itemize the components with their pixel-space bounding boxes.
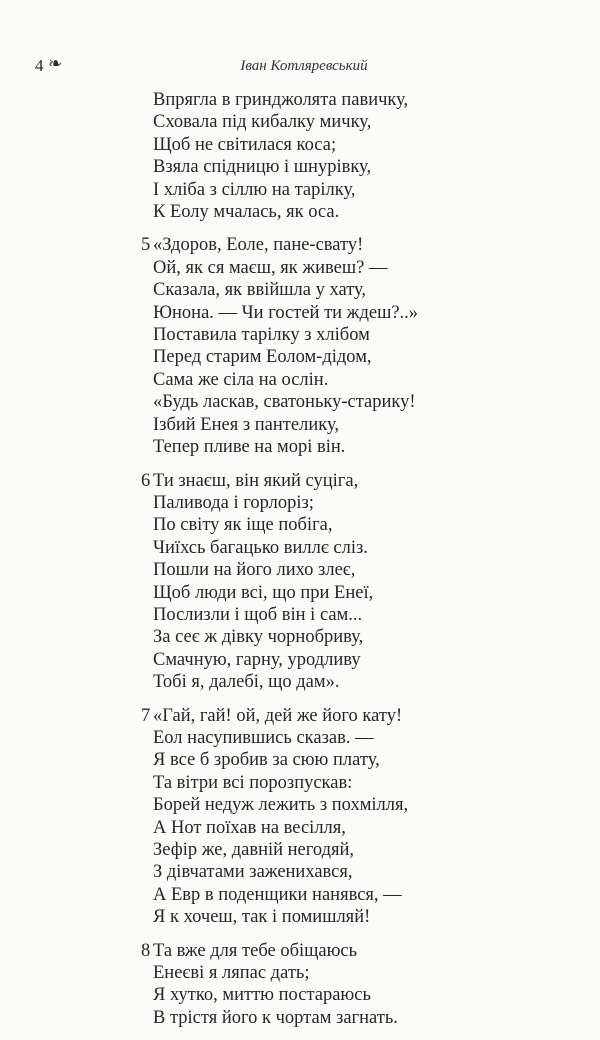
verse-line: Та вже для тебе обіщаюсь: [153, 940, 358, 961]
verse-line: А Нот поїхав на весілля,: [153, 817, 346, 838]
verse-line: Тепер пливе на морі він.: [153, 437, 346, 458]
verse-line: По світу як іще побіга,: [153, 515, 333, 536]
verse-line: Сховала під кибалку мичку,: [153, 112, 372, 133]
verse-line: Сама же сіла на ослін.: [153, 369, 329, 390]
verse-line: Еол насупившись сказав. —: [153, 727, 374, 748]
verse-line: Впрягла в гринджолята павичку,: [153, 90, 409, 110]
verse-line: За сеє ж дівку чорнобриву,: [153, 627, 364, 648]
verse-line: А Евр в поденщики нанявся, —: [153, 884, 402, 905]
verse-line: Чиїхсь багацько виллє сліз.: [153, 537, 368, 558]
verse-line: В трістя його к чортам загнать.: [153, 1007, 398, 1028]
verse-line: Борей недуж лежить з похмілля,: [153, 795, 409, 816]
poem-body: [141, 89, 419, 1040]
verse-line: Сказала, як ввійшла у хату,: [153, 280, 367, 301]
verse-line: Щоб не світилася коса;: [153, 134, 337, 155]
verse-line: «Гай, гай! ой, дей же його кату!: [153, 705, 403, 726]
stanza-number: 6: [141, 470, 151, 491]
verse-line: Я хутко, миттю постараюсь: [153, 985, 371, 1006]
running-title: Іван Котляревський: [240, 58, 368, 74]
verse-line: Я к хочеш, так і помишляй!: [153, 907, 371, 928]
verse-line: Послизли і щоб він і сам...: [153, 604, 363, 625]
verse-line: Взяла спідницю і шнурівку,: [153, 157, 372, 178]
stanza: [141, 470, 418, 694]
verse-line: К Еолу мчалась, як оса.: [153, 202, 340, 223]
stanza: [153, 89, 418, 223]
verse-line: Юнона. — Чи гостей ти ждеш?..»: [153, 302, 419, 323]
verse-line: Перед старим Еолом-дідом,: [153, 347, 372, 368]
verse-line: Зефір же, давній негодяй,: [153, 840, 355, 860]
stanza-number: 5: [141, 235, 151, 256]
verse-line: Паливода і горлоріз;: [153, 492, 314, 513]
stanza: [141, 705, 418, 929]
stanza: [141, 940, 418, 1030]
verse-line: Ізбий Енея з пантелику,: [153, 414, 339, 435]
verse-line: І хліба з сіллю на тарілку,: [153, 179, 356, 200]
page-number: 4: [35, 56, 44, 75]
verse-line: Та вітри всі порозпускав:: [153, 772, 353, 793]
stanza-number: 8: [141, 940, 151, 961]
fleuron-ornament-icon: ❧: [48, 54, 63, 74]
verse-line: «Здоров, Еоле, пане-свату!: [153, 235, 364, 256]
stanza: [141, 234, 419, 458]
verse-line: З дівчатами заженихався,: [153, 862, 353, 883]
verse-line: Ти знаєш, він який суціга,: [153, 470, 359, 491]
verse-line: Енеєві я ляпас дать;: [153, 963, 310, 984]
verse-line: Тобі я, далебі, що дам».: [153, 672, 340, 693]
verse-line: Поставила тарілку з хлібом: [153, 325, 370, 346]
verse-line: Ой, як ся маєш, як живеш? —: [153, 257, 388, 278]
verse-line: Я все б зробив за сюю плату,: [153, 750, 380, 771]
verse-line: «Будь ласкав, сватоньку-старику!: [153, 392, 416, 413]
verse-line: Пошли на його лихо злеє,: [153, 560, 356, 581]
verse-line: Смачную, гарну, уродливу: [153, 649, 361, 670]
verse-line: Щоб люди всі, що при Енеї,: [153, 582, 374, 603]
stanza-number: 7: [141, 705, 151, 726]
